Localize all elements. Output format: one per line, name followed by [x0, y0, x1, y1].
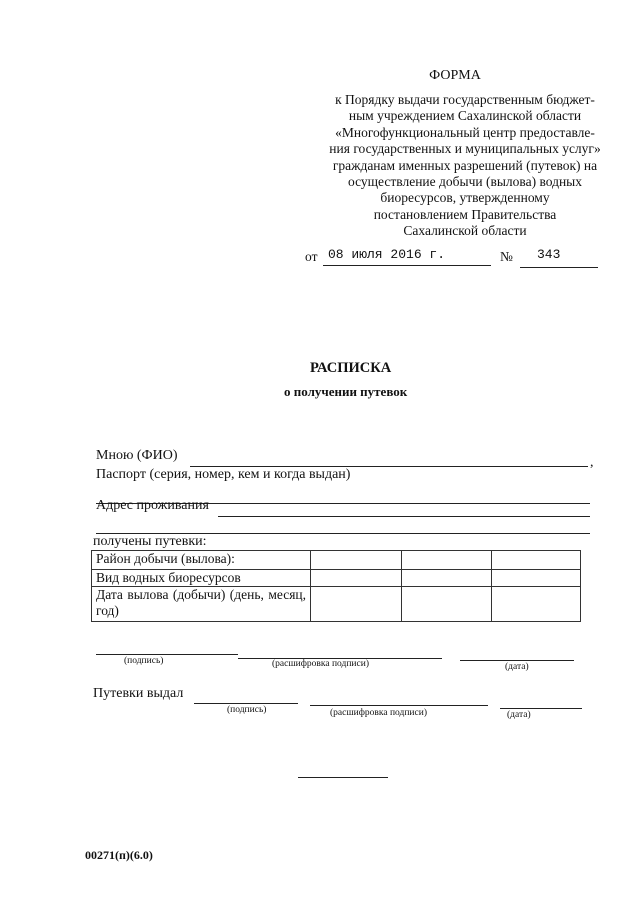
table-row-label: Дата вылова (добычи) (день, месяц, год) [92, 587, 311, 622]
order-reference [300, 92, 630, 240]
table-row [92, 570, 581, 587]
table-cell[interactable] [311, 551, 402, 570]
header-line: ным учреждением Сахалинской области [348, 108, 582, 124]
table-cell[interactable] [492, 551, 581, 570]
issuer-signature-caption: (подпись) [227, 705, 267, 715]
forma-label: ФОРМА [429, 68, 481, 83]
header-line: постановлением Правительства [373, 206, 557, 222]
table-row [92, 587, 581, 622]
table-cell[interactable] [311, 587, 402, 622]
header-line: осуществление добычи (вылова) водных [348, 174, 582, 190]
header-line: Сахалинской области [403, 223, 527, 239]
table-cell[interactable] [311, 570, 402, 587]
document-title: РАСПИСКА [310, 360, 392, 376]
address-label: Адрес проживания [96, 498, 209, 513]
issuer-signature-line[interactable] [194, 703, 298, 704]
signature-caption: (подпись) [124, 656, 164, 666]
header-line: ния государственных и муниципальных услуг» [329, 141, 601, 157]
fio-label: Мною (ФИО) [96, 448, 178, 463]
header-line: «Многофункциональный центр предоставле- [335, 124, 595, 140]
date-caption: (дата) [505, 662, 529, 672]
passport-label: Паспорт (серия, номер, кем и когда выдан) [96, 467, 351, 482]
decode-caption: (расшифровка подписи) [272, 659, 369, 669]
issuer-decode-line[interactable] [310, 705, 488, 706]
table-row-label: Вид водных биоресурсов [92, 570, 311, 587]
table-cell[interactable] [402, 587, 492, 622]
ot-label: от [305, 249, 318, 264]
table-row-label: Район добычи (вылова): [92, 551, 311, 570]
issuer-date-line[interactable] [500, 708, 582, 709]
number-underline [520, 267, 598, 268]
header-line: биоресурсов, утвержденному [380, 190, 550, 206]
issuer-decode-caption: (расшифровка подписи) [330, 708, 427, 718]
header-line: гражданам именных разрешений (путевок) на [332, 157, 598, 173]
address-input-line[interactable] [218, 516, 590, 517]
table-cell[interactable] [402, 570, 492, 587]
separator-line [298, 777, 388, 778]
date-line[interactable] [460, 660, 574, 661]
signature-line[interactable] [96, 654, 238, 655]
received-label: получены путевки: [93, 534, 207, 549]
date-underline [323, 265, 491, 266]
table-cell[interactable] [492, 587, 581, 622]
document-subtitle: о получении путевок [284, 384, 408, 399]
table-cell[interactable] [492, 570, 581, 587]
fio-comma: , [590, 455, 594, 470]
header-line: к Порядку выдачи государственным бюджет- [335, 92, 595, 107]
decree-number: 343 [537, 247, 561, 262]
issued-label: Путевки выдал [93, 686, 184, 701]
issuer-date-caption: (дата) [507, 710, 531, 720]
form-code: 00271(п)(6.0) [85, 848, 153, 862]
permits-table [91, 550, 581, 622]
table-row [92, 551, 581, 570]
table-cell[interactable] [402, 551, 492, 570]
decree-date: 08 июля 2016 г. [328, 247, 446, 262]
number-label: № [500, 249, 513, 264]
